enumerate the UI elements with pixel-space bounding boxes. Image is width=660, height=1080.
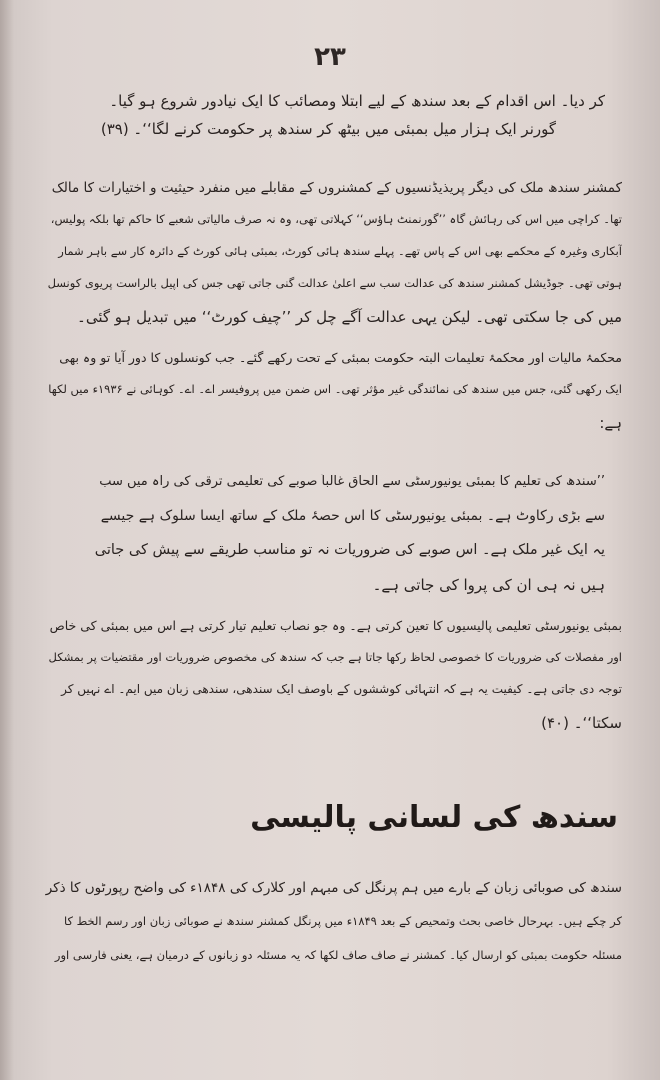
text-line: توجہ دی جاتی ہے۔ کیفیت یہ ہے کہ انتہائی کوششوں کے باوصف ایک سندھی، سندھی زبان میں ایم۔ اے نہیں کر bbox=[61, 682, 622, 696]
text-line: بمبئی یونیورسٹی تعلیمی پالیسیوں کا تعین کرتی ہے۔ وہ جو نصاب تعلیم تیار کرتی ہے اس میں بمبئی کی خاص bbox=[49, 618, 622, 633]
quote-line: ہیں نہ ہی ان کی پروا کی جاتی ہے۔ bbox=[372, 576, 605, 594]
text-line: ایک رکھی گئی، جس میں سندھ کی نمائندگی غیر مؤثر تھی۔ اس ضمن میں پروفیسر اے۔ اے۔ کوہائی نے ۱۹۳۶ء میں لکھا bbox=[48, 382, 622, 396]
text-line: میں کی جا سکتی تھی۔ لیکن یہی عدالت آگے چل کر ’’چیف کورٹ‘‘ میں تبدیل ہو گئی۔ bbox=[77, 308, 622, 326]
text-line: سندھ کی صوبائی زبان کے بارے میں ہم پرنگل کی مبہم اور کلارک کی ۱۸۴۸ء کی واضح رپورٹوں کا ذکر bbox=[45, 880, 622, 896]
text-line: تھا۔ کراچی میں اس کی رہائش گاہ ’’گورنمنٹ ہاؤس‘‘ کہلاتی تھی، وہ نہ صرف مالیاتی شعبے کا حاکم تھا بلکہ پولیس، bbox=[50, 212, 622, 226]
text-line: محکمۂ مالیات اور محکمۂ تعلیمات البتہ حکومت بمبئی کے تحت رکھے گئے۔ جب کونسلوں کا دور آیا تو وہ بھی bbox=[59, 350, 622, 365]
text-line: مسئلہ حکومت بمبئی کو ارسال کیا۔ کمشنر نے صاف صاف لکھا کہ یہ مسئلہ دو زبانوں کے درمیان ہے، یعنی فارسی اور bbox=[54, 948, 622, 962]
text-line: سکتا‘‘۔ (۴۰) bbox=[541, 714, 622, 732]
text-line: ہے: bbox=[599, 414, 622, 432]
text-line: ہوتی تھی۔ جوڈیشل کمشنر سندھ کی عدالت سب سے اعلیٰ عدالت گنی جاتی تھی جس کی اپیل بالراست پریوی کونسل bbox=[47, 276, 622, 290]
text-line: اور مفصلات کی ضروریات کا خصوصی لحاظ رکھا جاتا ہے جب کہ سندھ کی مخصوص ضروریات اور مقتضیات پر بمشکل bbox=[48, 650, 622, 664]
quote-line: یہ ایک غیر ملک ہے۔ اس صوبے کی ضروریات نہ تو مناسب طریقے سے پیش کی جاتی bbox=[95, 542, 605, 558]
text-line: کر دیا۔ اس اقدام کے بعد سندھ کے لیے ابتلا ومصائب کا ایک نیادور شروع ہو گیا۔ bbox=[109, 92, 605, 110]
quote-line: ’’سندھ کی تعلیم کا بمبئی یونیورسٹی سے الحاق غالباً صوبے کی تعلیمی ترقی کی راہ میں سب bbox=[99, 474, 605, 489]
text-line: کمشنر سندھ ملک کی دیگر پریذیڈنسیوں کے کمشنروں کے مقابلے میں منفرد حیثیت و اختیارات کا مالک bbox=[51, 180, 622, 196]
page-number: ۲۳ bbox=[314, 42, 346, 72]
text-line: کر چکے ہیں۔ بہرحال خاصی بحث وتمحیص کے بعد ۱۸۴۹ء میں پرنگل کمشنر سندھ نے صوبائی زبان اور رسم الخط کا bbox=[63, 914, 622, 928]
page-fold-shadow bbox=[0, 0, 14, 1080]
text-line: آبکاری وغیرہ کے محکمے بھی اس کے پاس تھے۔ پہلے سندھ ہائی کورٹ، بمبئی ہائی کورٹ کے دائرہ کار سے باہر شمار bbox=[58, 244, 622, 258]
quote-line: سے بڑی رکاوٹ ہے۔ بمبئی یونیورسٹی کا اس حصۂ ملک کے ساتھ ایسا سلوک ہے جیسے bbox=[100, 508, 605, 524]
text-line: گورنر ایک ہزار میل بمبئی میں بیٹھ کر سندھ پر حکومت کرنے لگا‘‘۔ (۳۹) bbox=[100, 120, 556, 138]
section-heading: سندھ کی لسانی پالیسی bbox=[250, 800, 618, 835]
